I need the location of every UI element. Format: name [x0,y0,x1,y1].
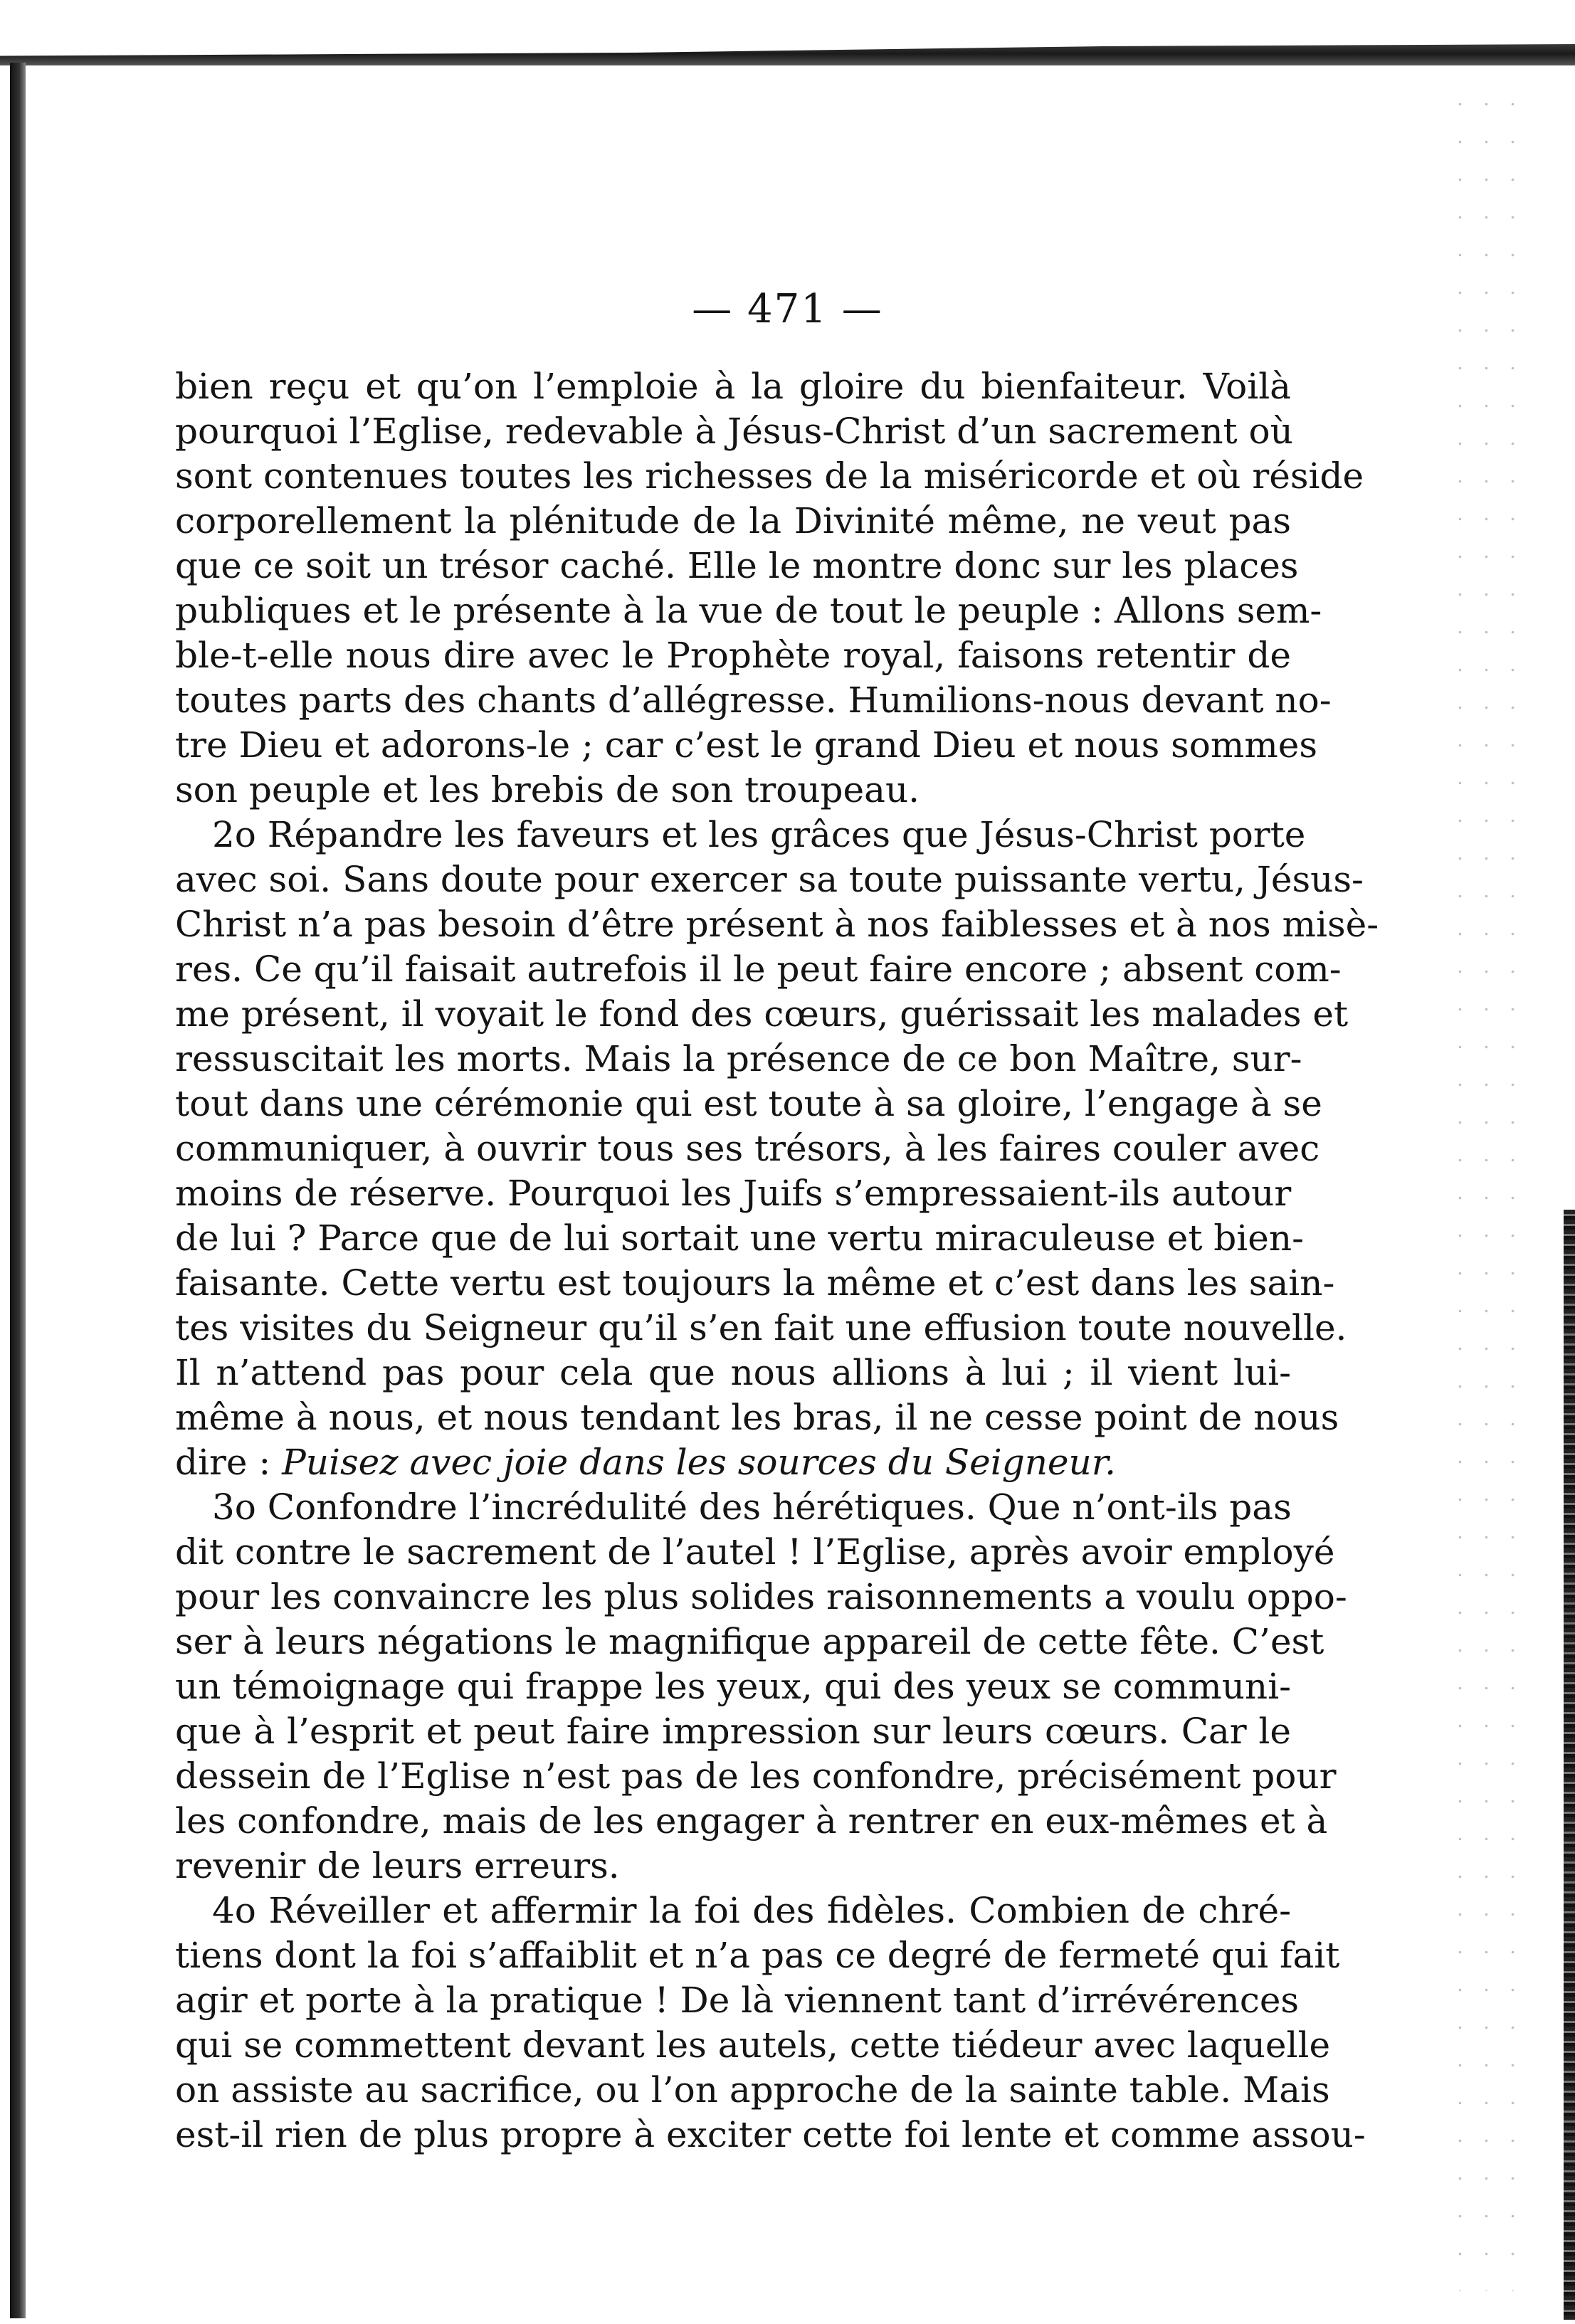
text-line [175,2068,1330,2113]
text-line-content: 4o Réveiller et affermir la foi des fidèles. Combien de chré- [212,1890,1291,1931]
text-line [175,1351,1291,1395]
text-line [175,1933,1340,1978]
text-line-content: ser à leurs négations le magnifique appareil de cette fête. C’est [175,1621,1324,1662]
text-line-content: Il n’attend pas pour cela que nous allions à lui ; il vient lui- [175,1352,1291,1393]
scan-bleed-through-noise [1447,85,1532,2291]
text-line-content: tout dans une cérémonie qui est toute à sa gloire, l’engage à se [175,1083,1322,1124]
text-line [175,1440,1291,1485]
text-line-content: 2o Répandre les faveurs et les grâces que Jésus-Christ porte [212,814,1306,855]
text-line-content: me présent, il voyait le fond des cœurs, guérissait les malades et [175,993,1349,1035]
text-line-content: est-il rien de plus propre à exciter cette foi lente et comme assou- [175,2114,1366,2155]
text-line-content: toutes parts des chants d’allégresse. Humilions-nous devant no- [175,680,1332,721]
text-line-content: que à l’esprit et peut faire impression sur leurs cœurs. Car le [175,1711,1291,1752]
text-line-content: dessein de l’Eglise n’est pas de les confondre, précisément pour [175,1755,1337,1797]
text-line [175,1126,1320,1171]
text-line-content: ressuscitait les morts. Mais la présence de ce bon Maître, sur- [175,1038,1302,1079]
text-line [175,1395,1339,1440]
text-line-content: sont contenues toutes les richesses de la miséricorde et où réside [175,455,1364,497]
text-line [175,1530,1335,1575]
text-line-content: 3o Confondre l’incrédulité des hérétiques. Que n’ont-ils pas [212,1486,1292,1528]
text-line-content: que ce soit un trésor caché. Elle le montre donc sur les places [175,545,1299,586]
text-line-content: agir et porte à la pratique ! De là viennent tant d’irrévérences [175,1980,1300,2021]
text-line-content: dire : [175,1442,283,1483]
text-line [175,1082,1322,1126]
text-line [175,902,1379,947]
text-line [175,1306,1347,1351]
text-line [175,723,1317,768]
text-line [175,1889,1291,1933]
text-line [175,1485,1291,1530]
text-line-content: faisante. Cette vertu est toujours la même et c’est dans les sain- [175,1262,1335,1304]
text-line [175,1261,1335,1306]
scan-right-edge [1564,1210,1575,2320]
text-line-content: les confondre, mais de les engager à rentrer en eux-mêmes et à [175,1800,1328,1842]
text-line-content: tre Dieu et adorons-le ; car c’est le grand Dieu et nous sommes [175,724,1317,766]
page-number: — 471 — [692,286,883,332]
text-line [175,1754,1337,1799]
text-line [175,947,1342,992]
text-line [175,588,1322,633]
text-line [175,1978,1300,2023]
text-line [175,1709,1291,1754]
text-line [175,813,1306,857]
text-line-content: Christ n’a pas besoin d’être présent à nos faiblesses et à nos misè- [175,904,1379,945]
text-line [175,454,1364,499]
text-line-content: pourquoi l’Eglise, redevable à Jésus-Christ d’un sacrement où [175,411,1293,452]
text-line [175,1216,1304,1261]
scan-binding-edge [10,63,26,2318]
text-line-content: communiquer, à ouvrir tous ses trésors, à les faires couler avec [175,1128,1320,1169]
text-line [175,1171,1291,1216]
scan-top-border [0,44,1575,65]
text-line-content: qui se commettent devant les autels, cette tiédeur avec laquelle [175,2024,1331,2066]
text-line [175,1620,1324,1664]
text-line-content: avec soi. Sans doute pour exercer sa toute puissante vertu, Jésus- [175,859,1364,900]
text-line [175,633,1291,678]
text-line [175,678,1332,723]
text-line [175,1037,1302,1082]
text-line-content: revenir de leurs erreurs. [175,1845,620,1886]
text-line [175,857,1364,902]
text-line [175,364,1291,409]
text-line [175,1844,1291,1889]
text-line-content: bien reçu et qu’on l’emploie à la gloire du bienfaiteur. Voilà [175,366,1291,407]
text-line-content: publiques et le présente à la vue de tout le peuple : Allons sem- [175,590,1322,631]
text-line-content: de lui ? Parce que de lui sortait une vertu miraculeuse et bien- [175,1218,1304,1259]
text-line [175,2113,1366,2157]
text-line [175,544,1299,588]
text-line-content: tes visites du Seigneur qu’il s’en fait une effusion toute nouvelle. [175,1307,1347,1348]
text-line-content: son peuple et les brebis de son troupeau. [175,769,920,810]
text-line [175,1575,1347,1620]
text-line [175,499,1291,544]
text-line [175,2023,1331,2068]
text-line-content: ble-t-elle nous dire avec le Prophète royal, faisons retentir de [175,635,1291,676]
text-line-content: on assiste au sacrifice, ou l’on approche de la sainte table. Mais [175,2069,1330,2111]
body-text [175,364,1379,2157]
text-line-content: dit contre le sacrement de l’autel ! l’Eglise, après avoir employé [175,1531,1335,1573]
text-line [175,768,1291,813]
text-line [175,409,1291,454]
text-line-content: même à nous, et nous tendant les bras, il ne cesse point de nous [175,1397,1339,1438]
italic-quote: Puisez avec joie dans les sources du Seigneur. [282,1442,1117,1483]
text-line-content: un témoignage qui frappe les yeux, qui des yeux se communi- [175,1666,1291,1707]
text-line [175,1799,1328,1844]
text-line-content: pour les convaincre les plus solides raisonnements a voulu oppo- [175,1576,1347,1617]
text-line-content: moins de réserve. Pourquoi les Juifs s’empressaient-ils autour [175,1173,1292,1214]
text-line-content: res. Ce qu’il faisait autrefois il le peut faire encore ; absent com- [175,949,1342,990]
text-line-content: tiens dont la foi s’affaiblit et n’a pas ce degré de fermeté qui fait [175,1935,1340,1976]
text-line [175,1664,1291,1709]
text-line-content: corporellement la plénitude de la Divinité même, ne veut pas [175,500,1291,542]
text-line [175,992,1349,1037]
